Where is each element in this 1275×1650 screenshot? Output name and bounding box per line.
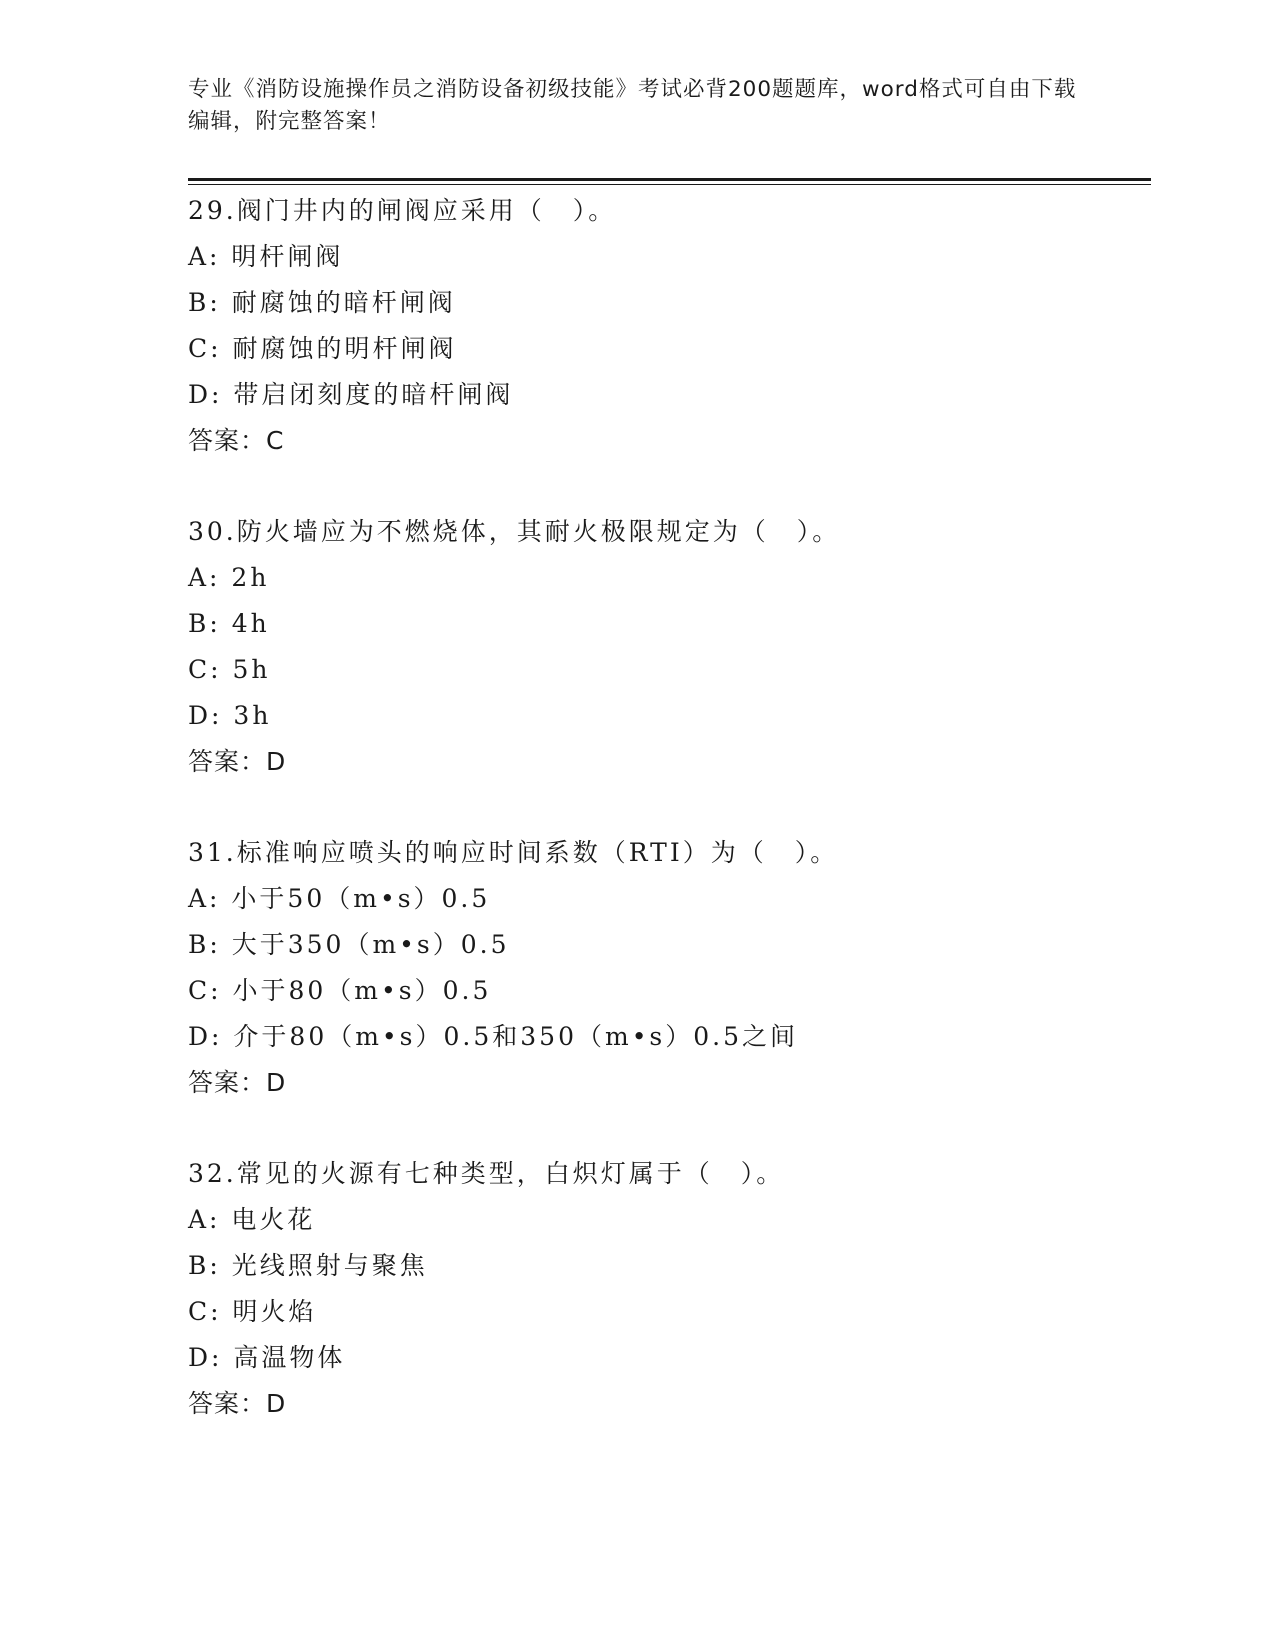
option-b: B: 光线照射与聚焦 [188,1251,428,1280]
option-a: A: 2h [188,563,270,592]
answer-line: 答案：D [188,1389,287,1418]
option-b: B: 4h [188,609,270,638]
option-b: B: 大于350（m•s）0.5 [188,930,510,959]
option-c: C: 5h [188,655,271,684]
option-a: A: 小于50（m•s）0.5 [188,884,491,913]
option-b: B: 耐腐蚀的暗杆闸阀 [188,288,456,317]
option-c: C: 耐腐蚀的明杆闸阀 [188,334,457,363]
option-d: D: 高温物体 [188,1343,346,1372]
option-c: C: 明火焰 [188,1297,317,1326]
option-d: D: 带启闭刻度的暗杆闸阀 [188,380,514,409]
question-block [188,509,1148,785]
header-divider-thick [188,178,1151,181]
option-d: D: 3h [188,701,272,730]
header-divider-thin [188,184,1151,185]
answer-line: 答案：D [188,1068,287,1097]
question-stem: 30.防火墙应为不燃烧体，其耐火极限规定为（ ）。 [188,517,841,546]
question-block [188,830,1148,1106]
option-d: D: 介于80（m•s）0.5和350（m•s）0.5之间 [188,1022,799,1051]
question-stem: 32.常见的火源有七种类型，白炽灯属于（ ）。 [188,1159,785,1188]
document-header: 专业《消防设施操作员之消防设备初级技能》考试必背200题题库，word格式可自由下载编辑，附完整答案！ [188,77,1077,134]
answer-line: 答案：C [188,426,285,455]
question-stem: 29.阀门井内的闸阀应采用（ ）。 [188,196,617,225]
question-stem: 31.标准响应喷头的响应时间系数（RTI）为（ ）。 [188,838,839,867]
question-block [188,1151,1148,1427]
option-a: A: 明杆闸阀 [188,242,344,271]
option-a: A: 电火花 [188,1205,316,1234]
option-c: C: 小于80（m•s）0.5 [188,976,492,1005]
question-block [188,188,1148,464]
answer-line: 答案：D [188,747,287,776]
